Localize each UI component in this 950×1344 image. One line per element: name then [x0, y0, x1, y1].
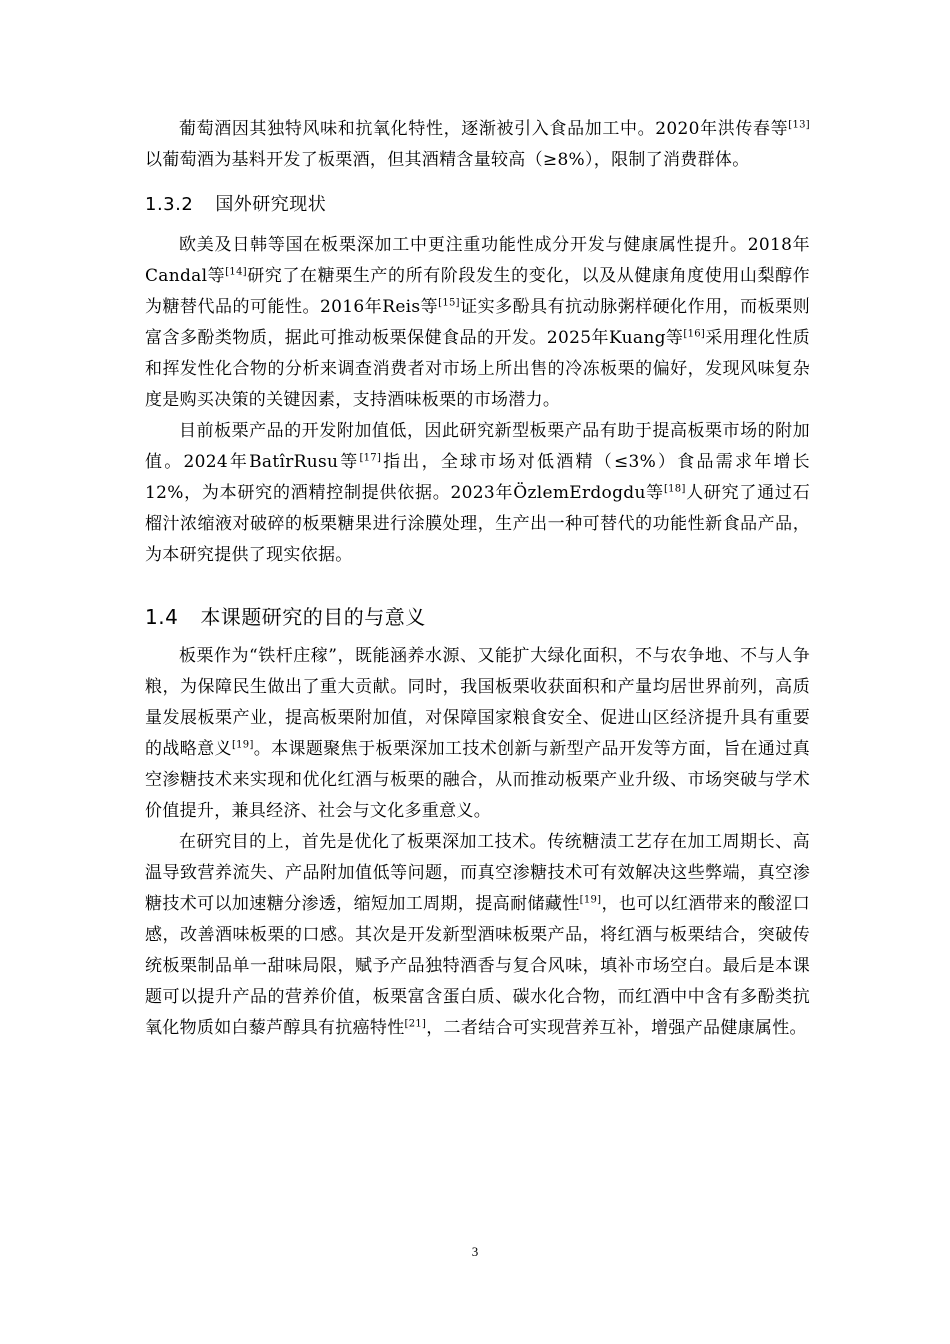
citation-ref: [21]: [404, 1018, 427, 1030]
citation-ref: [19]: [231, 739, 254, 751]
paragraph-text: 指出，全球市场对低酒精（≤3%）食品需求年增长12%，为本研究的酒精控制提供依据。2023年ÖzlemErdogdu等: [145, 452, 810, 503]
citation-ref: [17]: [359, 452, 382, 464]
paragraph-text: 欧美及日韩等国在板栗深加工中更注重功能性成分开发与健康属性提升。2018年Candal等: [145, 235, 810, 286]
paragraph-text: ，也可以红酒带来的酸涩口感，改善酒味板栗的口感。其次是开发新型酒味板栗产品，将红酒与板栗结合，突破传统板栗制品单一甜味局限，赋予产品独特酒香与复合风味，填补市场空白。最后是本课题可以提升产品的营养价值，板栗富含蛋白质、碳水化合物，而红酒中中含有多酚类抗氧化物质如白藜芦醇具有抗癌特性: [145, 894, 810, 1038]
section-number: 1.3.2: [145, 194, 194, 215]
citation-ref: [15]: [438, 297, 460, 309]
paragraph-text: ，二者结合可实现营养互补，增强产品健康属性。: [426, 1018, 807, 1038]
paragraph-text: 人研究了通过石榴汁浓缩液对破碎的板栗糖果进行涂膜处理，生产出一种可替代的功能性新食品产品，为本研究提供了现实依据。: [145, 483, 810, 565]
paragraph-foreign-research: [145, 230, 810, 416]
page-number: 3: [471, 1244, 479, 1259]
document-body: [145, 114, 810, 1044]
citation-ref: [19]: [579, 894, 602, 906]
paragraph-wine-processing: [145, 114, 810, 176]
section-heading-1-4: [145, 601, 810, 633]
paragraph-text: 。本课题聚焦于板栗深加工技术创新与新型产品开发等方面，旨在通过真空渗糖技术来实现和优化红酒与板栗的融合，从而推动板栗产业升级、市场突破与学术价值提升，兼具经济、社会与文化多重意义。: [145, 739, 810, 821]
paragraph-market-value: [145, 416, 810, 571]
paragraph-research-purpose: [145, 827, 810, 1044]
citation-ref: [16]: [683, 328, 706, 340]
section-heading-1-3-2: [145, 190, 810, 220]
paragraph-significance: [145, 641, 810, 827]
paragraph-text: 葡萄酒因其独特风味和抗氧化特性，逐渐被引入食品加工中。2020年洪传春等: [179, 119, 789, 139]
section-title: 国外研究现状: [215, 194, 327, 215]
citation-ref: [14]: [225, 266, 247, 278]
citation-ref: [13]: [788, 119, 810, 131]
section-title: 本课题研究的目的与意义: [200, 605, 426, 629]
citation-ref: [18]: [663, 483, 686, 495]
paragraph-text: 板栗作为“铁杆庄稼”，既能涵养水源、又能扩大绿化面积，不与农争地、不与人争粮，为保障民生做出了重大贡献。同时，我国板栗收获面积和产量均居世界前列，高质量发展板栗产业，提高板栗附加值，对保障国家粮食安全、促进山区经济提升具有重要的战略意义: [145, 646, 810, 759]
section-number: 1.4: [145, 605, 179, 629]
paragraph-text: 证实多酚具有抗动脉粥样硬化作用，而板栗则富含多酚类物质，据此可推动板栗保健食品的开发。2025年Kuang等: [145, 297, 810, 348]
paragraph-text: 在研究目的上，首先是优化了板栗深加工技术。传统糖渍工艺存在加工周期长、高温导致营养流失、产品附加值低等问题，而真空渗糖技术可有效解决这些弊端，真空渗糖技术可以加速糖分渗透，缩短加工周期，提高耐储藏性: [145, 832, 810, 914]
paragraph-text: 以葡萄酒为基料开发了板栗酒，但其酒精含量较高（≥8%），限制了消费群体。: [145, 150, 750, 170]
paragraph-text: 采用理化性质和挥发性化合物的分析来调查消费者对市场上所出售的冷冻板栗的偏好，发现风味复杂度是购买决策的关键因素，支持酒味板栗的市场潜力。: [145, 328, 810, 410]
paragraph-text: 研究了在糖栗生产的所有阶段发生的变化，以及从健康角度使用山梨醇作为糖替代品的可能性。2016年Reis等: [145, 266, 810, 317]
paragraph-text: 目前板栗产品的开发附加值低，因此研究新型板栗产品有助于提高板栗市场的附加值。2024年BatîrRusu等: [145, 421, 810, 472]
